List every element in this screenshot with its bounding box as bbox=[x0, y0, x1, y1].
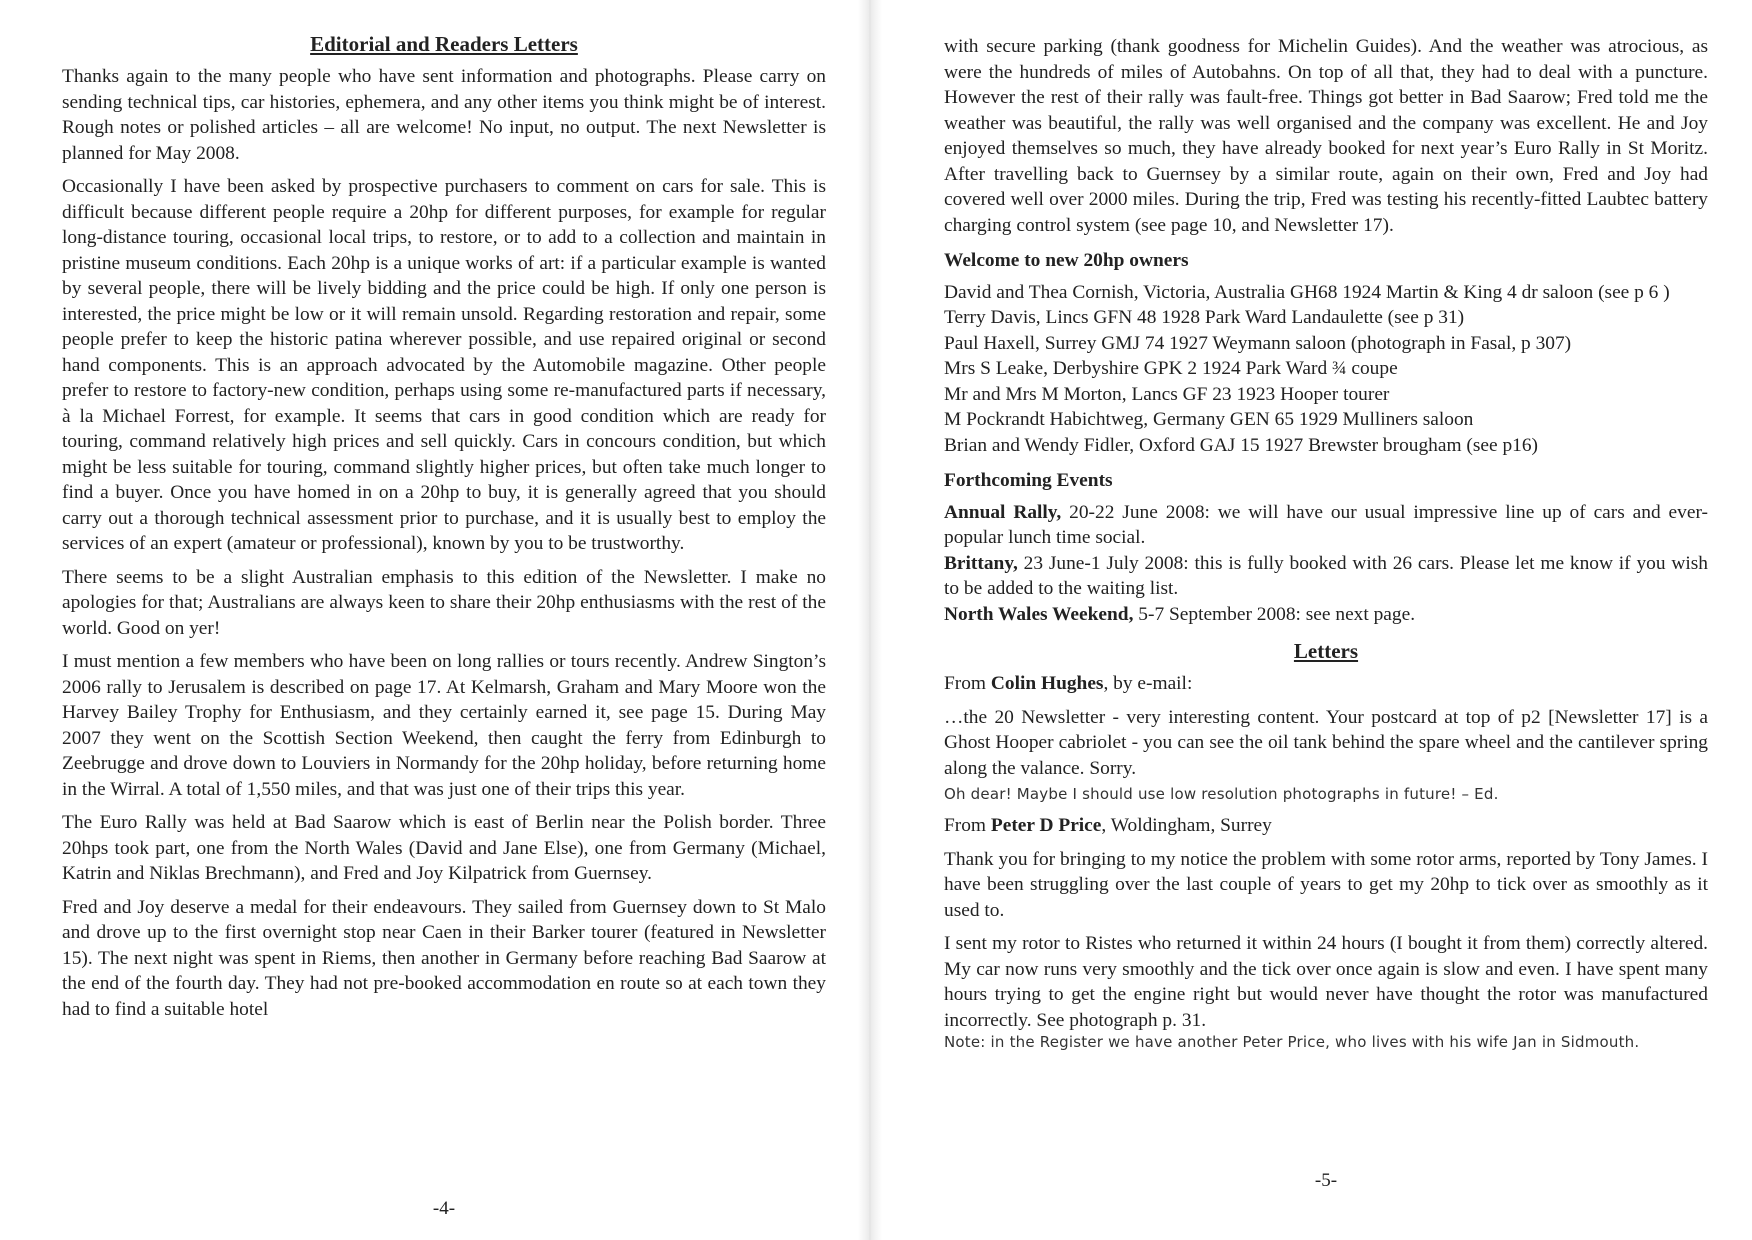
editorial-paragraph: Occasionally I have been asked by prospective purchasers to comment on cars for sale. This is difficult because different people require a 20hp for different purposes, for example for regular long-distance touring, occasional local trips, to restore, or to add to a collection and maintain in pristine museum conditions. Each 20hp is a unique works of art: if a particular example is wanted by several people, there will be lively bidding and the price could be high. If only one person is interested, the price might be low or it will remain unsold. Regarding restoration and repair, some people prefer to keep the historic patina wherever possible, and use repaired original or second hand components. This is an approach advocated by the Automobile magazine. Other people prefer to restore to factory-new condition, perhaps using some re-manufactured parts if necessary, à la Michael Forrest, for example. It seems that cars in good condition which are ready for touring, command relatively high prices and sell quickly. Cars in concours condition, but which might be less suitable for touring, command slightly higher prices, but often take much longer to find a buyer. Once you have homed in on a 20hp to buy, it is generally agreed that you should carry out a thorough technical assessment prior to purchase, and it is usually best to employ the services of an expert (amateur or professional), known by you to be trustworthy. bbox=[62, 176, 826, 554]
event-name: Annual Rally, bbox=[944, 501, 1062, 523]
owner-entry: Terry Davis, Lincs GFN 48 1928 Park Ward Landaulette (see p 31) bbox=[944, 307, 1465, 328]
owner-entry: Mrs S Leake, Derbyshire GPK 2 1924 Park Ward ¾ coupe bbox=[944, 358, 1398, 379]
event-name: Brittany, bbox=[944, 552, 1018, 574]
event-item bbox=[944, 602, 1708, 628]
event-text: 5-7 September 2008: see next page. bbox=[1133, 603, 1416, 625]
page-number: -4- bbox=[432, 1198, 456, 1219]
owner-entry: M Pockrandt Habichtweg, Germany GEN 65 1929 Mulliners saloon bbox=[944, 409, 1474, 430]
letter-body: Thank you for bringing to my notice the problem with some rotor arms, reported by Tony James. I have been struggling over the last couple of years to get my 20hp to tick over as smoothly as it used to. bbox=[944, 848, 1708, 921]
editor-handwritten-note: Oh dear! Maybe I should use low resolution photographs in future! – Ed. bbox=[944, 785, 1499, 803]
from-suffix: , by e-mail: bbox=[1103, 673, 1193, 694]
editor-handwritten-note: Note: in the Register we have another Peter Price, who lives with his wife Jan in Sidmouth. bbox=[944, 1033, 1640, 1051]
from-suffix: , Woldingham, Surrey bbox=[1101, 815, 1272, 836]
owner-entry: Paul Haxell, Surrey GMJ 74 1927 Weymann saloon (photograph in Fasal, p 307) bbox=[944, 332, 1572, 354]
letter-from-line bbox=[944, 813, 1708, 839]
right-page bbox=[944, 0, 1708, 1240]
editorial-heading: Editorial and Readers Letters bbox=[310, 32, 578, 56]
letter-from-line bbox=[944, 671, 1708, 697]
left-page bbox=[62, 0, 826, 1240]
event-name: North Wales Weekend, bbox=[944, 603, 1134, 625]
letters-heading: Letters bbox=[1293, 639, 1359, 663]
page-fold-shadow bbox=[858, 0, 882, 1240]
owner-entry: Mr and Mrs M Morton, Lancs GF 23 1923 Hooper tourer bbox=[944, 383, 1390, 405]
letter-author: Peter D Price bbox=[990, 815, 1102, 836]
letter-body: I sent my rotor to Ristes who returned it within 24 hours (I bought it from them) correctly altered. My car now runs very smoothly and the tick over once again is slow and even. I have spent many hours trying to get the engine right but would never have thought the rotor was manufactured incorrectly. See photograph p. 31. bbox=[944, 933, 1708, 1031]
editorial-paragraph: Fred and Joy deserve a medal for their endeavours. They sailed from Guernsey down to St Malo and drove up to the first overnight stop near Caen in their Barker tourer (featured in Newsletter 15). The next night was spent in Riems, then another in Germany before reaching Bad Saarow at the end of the fourth day. They had not pre-booked accommodation en route so at each town they had to find a suitable hotel bbox=[62, 896, 826, 1020]
event-text: 20-22 June 2008: we will have our usual impressive line up of cars and ever-popular lunch time social. bbox=[944, 501, 1708, 548]
editorial-paragraph: I must mention a few members who have been on long rallies or tours recently. Andrew Sington’s 2006 rally to Jerusalem is described on page 17. At Kelmarsh, Graham and Mary Moore won the Harvey Bailey Trophy for Enthusiasm, and they certainly earned it, see page 15. During May 2007 they went on the Scottish Section Weekend, then caught the ferry from Edinburgh to Zeebrugge and drove down to Louviers in Normandy for the 20hp holiday, before returning home in the Wirral. A total of 1,550 miles, and that was just one of their trips this year. bbox=[62, 651, 826, 800]
events-heading: Forthcoming Events bbox=[944, 470, 1113, 491]
event-item bbox=[944, 551, 1708, 602]
editorial-paragraph: Thanks again to the many people who have sent information and photographs. Please carry on sending technical tips, car histories, ephemera, and any other items you think might be of interest. Rough notes or polished articles – all are welcome! No input, no output. The next Newsletter is planned for May 2008. bbox=[62, 66, 826, 164]
letter-body: …the 20 Newsletter - very interesting content. Your postcard at top of p2 [Newsletter 17] is a Ghost Hooper cabriolet - you can see the oil tank behind the spare wheel and the cantilever spring along the valance. Sorry. bbox=[944, 706, 1708, 779]
left-page-column bbox=[62, 30, 826, 1030]
owner-entry: David and Thea Cornish, Victoria, Australia GH68 1924 Martin & King 4 dr saloon (see p 6 ) bbox=[944, 281, 1670, 303]
continuation-paragraph: with secure parking (thank goodness for Michelin Guides). And the weather was atrocious, as were the hundreds of miles of Autobahns. On top of all that, they had to deal with a puncture. However the rest of their rally was fault-free. Things got better in Bad Saarow; Fred told me the weather was beautiful, the rally was well organised and the company was excellent. He and Joy enjoyed themselves so much, they have already booked for next year’s Euro Rally in St Moritz. After travelling back to Guernsey by a similar route, again on their own, Fred and Joy had covered well over 2000 miles. During the trip, Fred was testing his recently-fitted Laubtec battery charging control system (see page 10, and Newsletter 17). bbox=[944, 36, 1708, 236]
event-item bbox=[944, 500, 1708, 551]
from-prefix: From bbox=[944, 673, 991, 694]
events-list bbox=[944, 500, 1708, 628]
event-text: 23 June-1 July 2008: this is fully booked with 26 cars. Please let me know if you wish to be added to the waiting list. bbox=[944, 552, 1708, 599]
owners-list bbox=[944, 280, 1708, 459]
from-prefix: From bbox=[944, 815, 991, 836]
editorial-paragraph: There seems to be a slight Australian emphasis to this edition of the Newsletter. I make no apologies for that; Australians are always keen to share their 20hp enthusiasms with the rest of the world. Good on yer! bbox=[62, 566, 826, 639]
page-number: -5- bbox=[1314, 1170, 1338, 1191]
letter-author: Colin Hughes bbox=[990, 673, 1104, 694]
welcome-heading: Welcome to new 20hp owners bbox=[944, 250, 1189, 271]
right-page-column bbox=[944, 34, 1708, 1061]
owner-entry: Brian and Wendy Fidler, Oxford GAJ 15 1927 Brewster brougham (see p16) bbox=[944, 434, 1538, 456]
editorial-paragraph: The Euro Rally was held at Bad Saarow which is east of Berlin near the Polish border. Three 20hps took part, one from the North Wales (David and Jane Else), one from Germany (Michael, Katrin and Niklas Brechmann), and Fred and Joy Kilpatrick from Guernsey. bbox=[62, 812, 826, 884]
